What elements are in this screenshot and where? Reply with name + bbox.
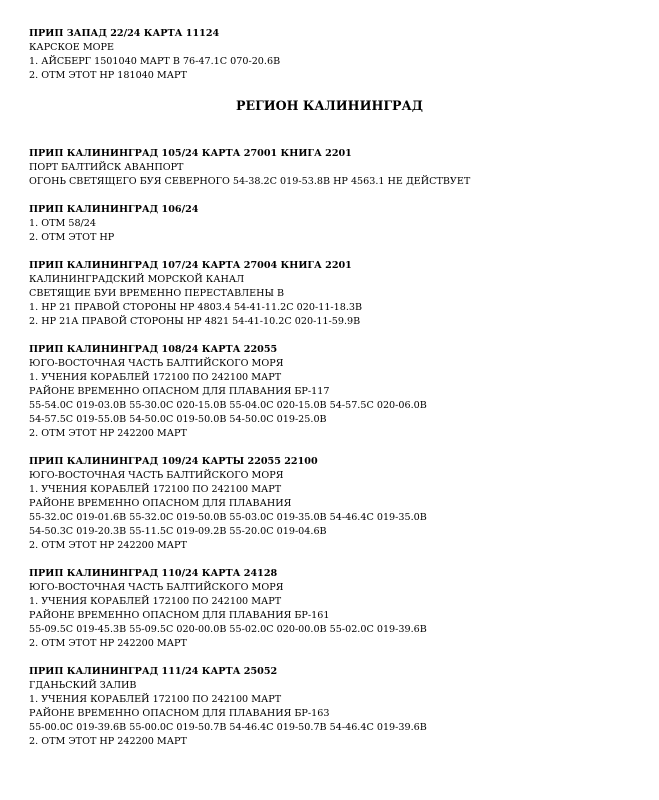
region-title: РЕГИОН КАЛИНИНГРАД: [236, 98, 423, 113]
notice-kaliningrad-109-24: [29, 455, 639, 553]
notice-line: ОГОНЬ СВЕТЯЩЕГО БУЯ СЕВЕРНОГО 54-38.2С 019-53.8В НР 4563.1 НЕ ДЕЙСТВУЕТ: [29, 176, 471, 187]
notice-kaliningrad-107-24: [29, 259, 639, 329]
notice-line: 2. ОТМ ЭТОТ НР 242200 МАРТ: [29, 540, 187, 551]
notice-kaliningrad-106-24: [29, 203, 639, 245]
notice-line: КАЛИНИНГРАДСКИЙ МОРСКОЙ КАНАЛ: [29, 274, 245, 285]
notice-line: ЮГО-ВОСТОЧНАЯ ЧАСТЬ БАЛТИЙСКОГО МОРЯ: [29, 582, 284, 593]
notice-heading: ПРИП КАЛИНИНГРАД 111/24 КАРТА 25052: [29, 666, 278, 677]
notice-line: 1. ОТМ 58/24: [29, 218, 96, 229]
notice-kaliningrad-105-24: [29, 147, 639, 189]
notice-line: 54-50.3С 019-20.3В 55-11.5С 019-09.2В 55-20.0С 019-04.6В: [29, 526, 327, 537]
notice-zapad-22-24: [29, 27, 639, 83]
notice-line: 2. ОТМ ЭТОТ НР 242200 МАРТ: [29, 736, 187, 747]
notice-line: ПОРТ БАЛТИЙСК АВАНПОРТ: [29, 162, 184, 173]
notice-line: РАЙОНЕ ВРЕМЕННО ОПАСНОМ ДЛЯ ПЛАВАНИЯ БР-117: [29, 386, 330, 397]
notice-heading: ПРИП КАЛИНИНГРАД 106/24: [29, 204, 199, 215]
notice-line: ЮГО-ВОСТОЧНАЯ ЧАСТЬ БАЛТИЙСКОГО МОРЯ: [29, 470, 284, 481]
notice-line: 1. НР 21 ПРАВОЙ СТОРОНЫ НР 4803.4 54-41-11.2С 020-11-18.3В: [29, 302, 363, 313]
notice-line: 2. ОТМ ЭТОТ НР 242200 МАРТ: [29, 428, 187, 439]
notice-heading: ПРИП КАЛИНИНГРАД 107/24 КАРТА 27004 КНИГА 2201: [29, 260, 352, 271]
notice-line: ГДАНЬСКИЙ ЗАЛИВ: [29, 680, 137, 691]
notice-line: РАЙОНЕ ВРЕМЕННО ОПАСНОМ ДЛЯ ПЛАВАНИЯ БР-163: [29, 708, 330, 719]
notice-line: СВЕТЯЩИЕ БУИ ВРЕМЕННО ПЕРЕСТАВЛЕНЫ В: [29, 288, 285, 299]
notice-line: 2. ОТМ ЭТОТ НР 242200 МАРТ: [29, 638, 187, 649]
notice-line: 2. ОТМ ЭТОТ НР: [29, 232, 115, 243]
notice-heading: ПРИП КАЛИНИНГРАД 110/24 КАРТА 24128: [29, 568, 278, 579]
notice-line: 1. АЙСБЕРГ 1501040 МАРТ В 76-47.1С 070-20.6В: [29, 56, 281, 67]
notice-heading: ПРИП КАЛИНИНГРАД 109/24 КАРТЫ 22055 22100: [29, 456, 318, 467]
notice-line: РАЙОНЕ ВРЕМЕННО ОПАСНОМ ДЛЯ ПЛАВАНИЯ БР-161: [29, 610, 330, 621]
notice-kaliningrad-110-24: [29, 567, 639, 651]
notice-heading: ПРИП КАЛИНИНГРАД 105/24 КАРТА 27001 КНИГА 2201: [29, 148, 352, 159]
notice-line: 2. ОТМ ЭТОТ НР 181040 МАРТ: [29, 70, 187, 81]
notice-line: РАЙОНЕ ВРЕМЕННО ОПАСНОМ ДЛЯ ПЛАВАНИЯ: [29, 498, 292, 509]
notice-line: ЮГО-ВОСТОЧНАЯ ЧАСТЬ БАЛТИЙСКОГО МОРЯ: [29, 358, 284, 369]
notice-line: 55-54.0С 019-03.0В 55-30.0С 020-15.0В 55-04.0С 020-15.0В 54-57.5С 020-06.0В: [29, 400, 427, 411]
notice-line: 55-09.5С 019-45.3В 55-09.5С 020-00.0В 55-02.0С 020-00.0В 55-02.0С 019-39.6В: [29, 624, 427, 635]
notice-kaliningrad-108-24: [29, 343, 639, 441]
notice-heading: ПРИП ЗАПАД 22/24 КАРТА 11124: [29, 28, 220, 39]
notice-line: 55-00.0С 019-39.6В 55-00.0С 019-50.7В 54-46.4С 019-50.7В 54-46.4С 019-39.6В: [29, 722, 427, 733]
notice-heading: ПРИП КАЛИНИНГРАД 108/24 КАРТА 22055: [29, 344, 278, 355]
notice-line: 2. НР 21А ПРАВОЙ СТОРОНЫ НР 4821 54-41-10.2С 020-11-59.9В: [29, 316, 361, 327]
notice-line: 54-57.5С 019-55.0В 54-50.0С 019-50.0В 54-50.0С 019-25.0В: [29, 414, 327, 425]
notice-kaliningrad-111-24: [29, 665, 639, 749]
notice-line: КАРСКОЕ МОРЕ: [29, 42, 114, 53]
notice-line: 1. УЧЕНИЯ КОРАБЛЕЙ 172100 ПО 242100 МАРТ: [29, 372, 282, 383]
notice-line: 1. УЧЕНИЯ КОРАБЛЕЙ 172100 ПО 242100 МАРТ: [29, 596, 282, 607]
notice-line: 1. УЧЕНИЯ КОРАБЛЕЙ 172100 ПО 242100 МАРТ: [29, 694, 282, 705]
notice-line: 1. УЧЕНИЯ КОРАБЛЕЙ 172100 ПО 242100 МАРТ: [29, 484, 282, 495]
notice-line: 55-32.0С 019-01.6В 55-32.0С 019-50.0В 55-03.0С 019-35.0В 54-46.4С 019-35.0В: [29, 512, 427, 523]
